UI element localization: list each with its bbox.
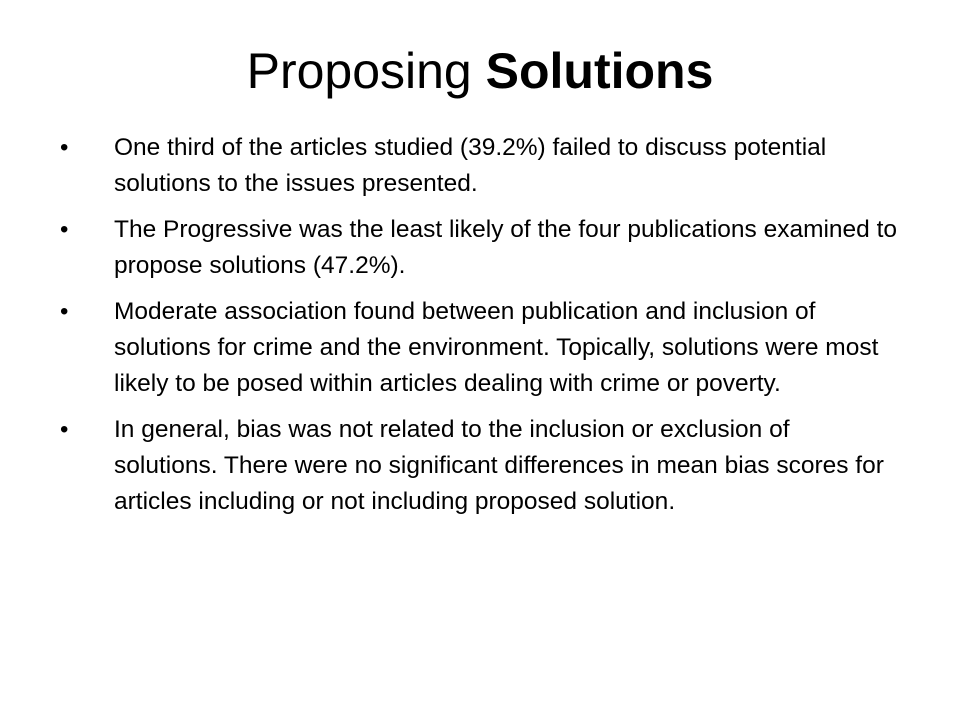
bullet-item (58, 412, 898, 520)
bullet-dot-icon: • (60, 216, 69, 243)
slide-title-regular: Proposing (246, 43, 486, 99)
bullet-item (58, 212, 898, 284)
slide-title (0, 38, 960, 104)
bullet-list (58, 130, 898, 530)
bullet-text: Moderate association found between publication and inclusion of solutions for crime and the environment. Topically, solutions were most likely to be posed within articles dealing with crime or poverty. (114, 298, 879, 397)
bullet-text: The Progressive was the least likely of the four publications examined to propose solutions (47.2%). (114, 216, 898, 279)
bullet-text: One third of the articles studied (39.2%) failed to discuss potential solutions to the issues presented. (114, 134, 827, 197)
bullet-dot-icon: • (60, 298, 69, 325)
bullet-item (58, 294, 898, 402)
slide-title-bold: Solutions (485, 43, 714, 99)
bullet-text: In general, bias was not related to the inclusion or exclusion of solutions. There were no significant differences in mean bias scores for articles including or not including proposed solution. (114, 416, 884, 515)
bullet-item (58, 130, 898, 202)
bullet-dot-icon: • (60, 134, 69, 161)
bullet-dot-icon: • (60, 416, 69, 443)
